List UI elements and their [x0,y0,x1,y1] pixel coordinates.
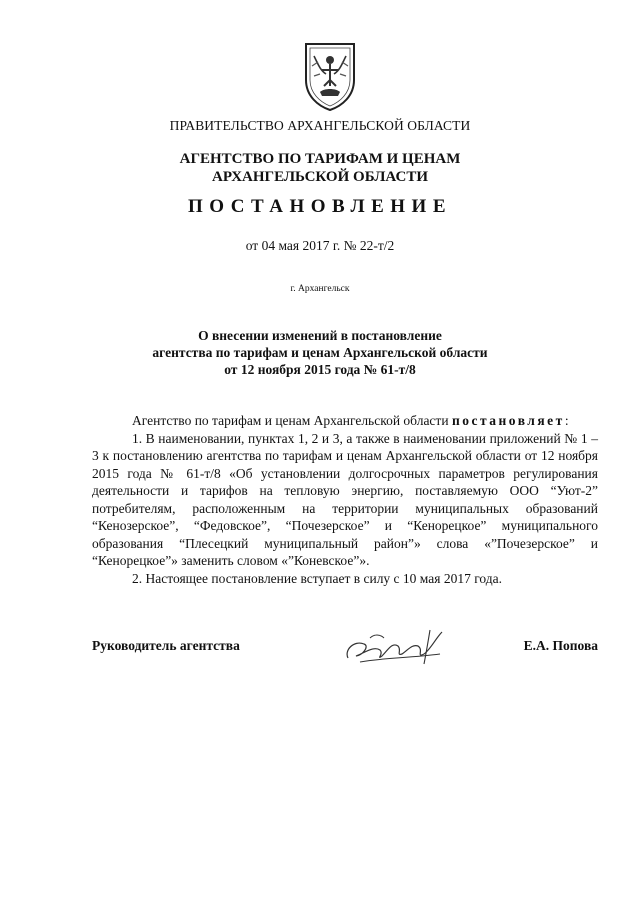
document-type: ПОСТАНОВЛЕНИЕ [187,196,453,217]
paragraph-1: 1. В наименовании, пунктах 1, 2 и 3, а также в наименовании приложений № 1 – 3 к постановлению агентства по тарифам и ценам Архангельской области от 12 ноября 2015 года № 61-т/8 «Об установлении долгосрочных параметров регулирования деятельности и тарифов на тепловую энергию, поставляемую ООО “Уют-2” потребителям, расположенным на территории муниципальных образований “Кенозерское”, “Федовское”, “Почезерское” и “Кенорецкое” муниципального образования “Плесецкий муниципальный район”» слова «”Почезерское” и “Кенорецкое”» заменить словом «”Коневское”». [92,430,598,568]
signatory-name: Е.А. Попова [523,638,598,653]
coat-of-arms-icon [300,40,360,112]
intro-end: : [564,413,569,428]
agency-name-line1: АГЕНТСТВО ПО ТАРИФАМ И ЦЕНАМ [179,151,461,167]
intro-paragraph [92,412,598,430]
subject-line2: агентства по тарифам и ценам Архангельской области [152,345,488,360]
handwritten-signature [340,624,450,670]
agency-name-line2: АРХАНГЕЛЬСКОЙ ОБЛАСТИ [212,169,428,185]
document-date-number: от 04 мая 2017 г. № 22-т/2 [245,238,395,253]
document-body [92,412,598,587]
signatory-role: Руководитель агентства [92,638,240,653]
document-city: г. Архангельск [290,284,350,294]
government-name: ПРАВИТЕЛЬСТВО АРХАНГЕЛЬСКОЙ ОБЛАСТИ [169,118,471,133]
paragraph-2: 2. Настоящее постановление вступает в силу с 10 мая 2017 года. [132,570,502,586]
subject-line1: О внесении изменений в постановление [198,328,442,343]
intro-text: Агентство по тарифам и ценам Архангельской области [132,413,452,428]
intro-keyword: постановляет [451,413,565,428]
subject-line3: от 12 ноября 2015 года № 61-т/8 [224,362,416,377]
signature-block [92,638,598,678]
